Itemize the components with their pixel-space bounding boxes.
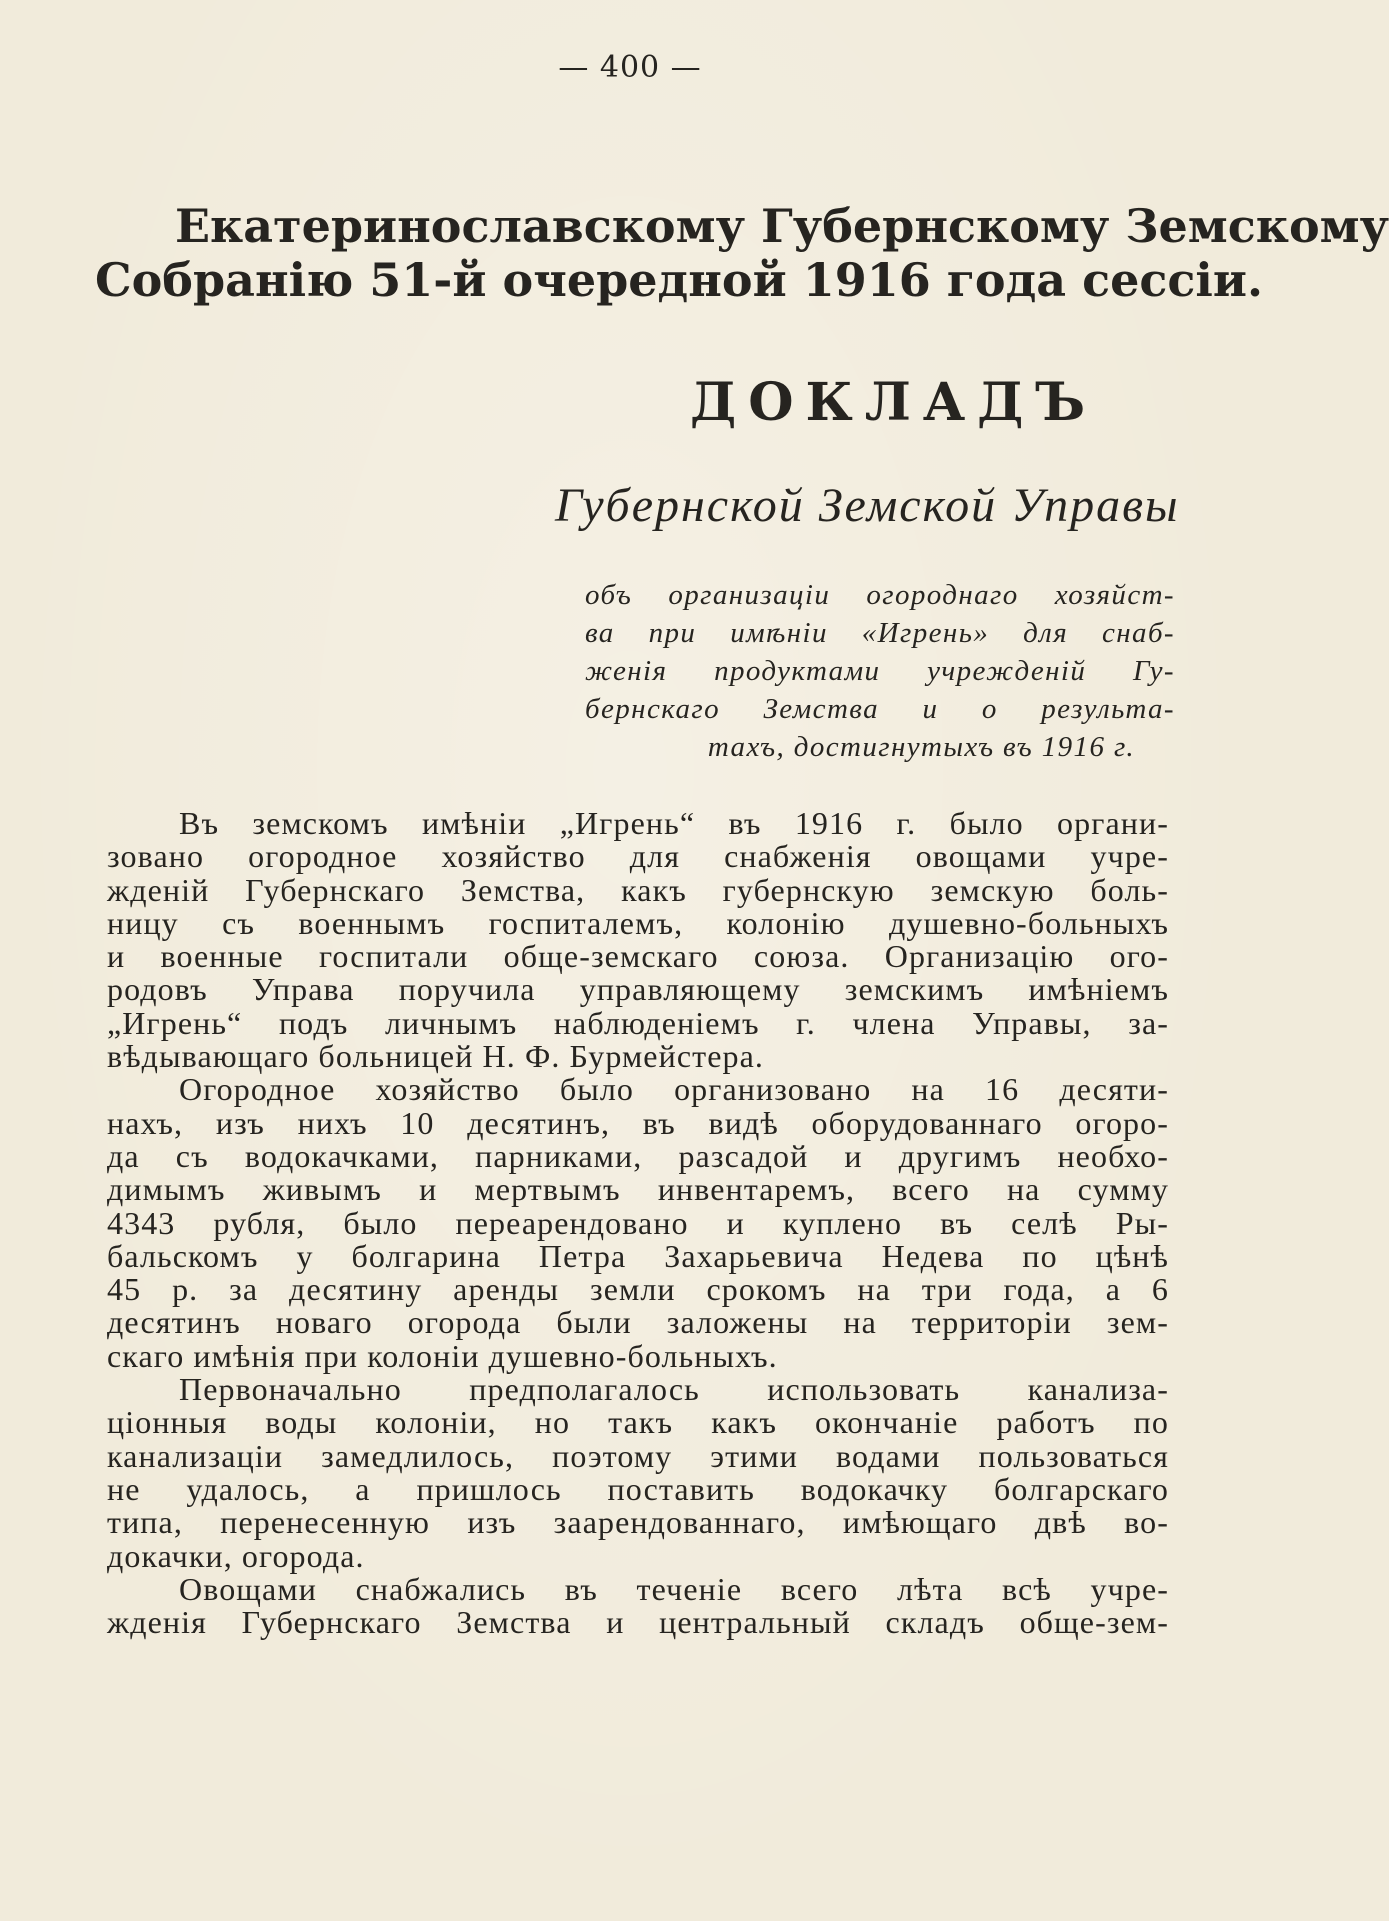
addressee-line-2: Собранію 51-й очередной 1916 года сессіи. [95, 252, 1263, 307]
body-line: канализаціи замедлилось, поэтому этими водами пользоваться [107, 1437, 1169, 1474]
body-line: родовъ Управа поручила управляющему земскимъ имѣніемъ [107, 971, 1169, 1008]
subject-line: ва при имѣніи «Игрень» для снаб- [585, 617, 1175, 649]
report-title: ДОКЛАДЪ [690, 372, 1098, 433]
body-line: и военные госпитали обще-земскаго союза. Организацію ого- [107, 938, 1169, 975]
body-line: зовано огородное хозяйство для снабженія овощами учре- [107, 838, 1169, 875]
body-line: типа, перенесенную изъ заарендованнаго, имѣющаго двѣ во- [107, 1504, 1169, 1541]
body-line: жденія Губернскаго Земства и центральный складъ обще-зем- [107, 1604, 1169, 1641]
body-line: скаго имѣнія при колоніи душевно-больныхъ. [107, 1337, 778, 1374]
body-line: жденій Губернскаго Земства, какъ губернскую земскую боль- [107, 871, 1169, 908]
body-line: Огородное хозяйство было организовано на 16 десяти- [179, 1071, 1169, 1108]
subject-line: тахъ, достигнутыхъ въ 1916 г. [707, 731, 1135, 763]
issuer-heading: Губернской Земской Управы [555, 479, 1180, 532]
subject-line: бернскаго Земства и о результа- [585, 693, 1175, 725]
body-line: Въ земскомъ имѣніи „Игрень“ въ 1916 г. было органи- [179, 805, 1169, 841]
subject-line: объ организаціи огороднаго хозяйст- [585, 579, 1175, 611]
body-line: 4343 рубля, было переарендовано и куплено въ селѣ Ры- [107, 1204, 1169, 1241]
body-line: нахъ, изъ нихъ 10 десятинъ, въ видѣ оборудованнаго огоро- [107, 1104, 1169, 1141]
report-subject [585, 576, 1175, 766]
body-line: ціонныя воды колоніи, но такъ какъ окончаніе работъ по [107, 1404, 1169, 1441]
body-line: Овощами снабжались въ теченіе всего лѣта всѣ учре- [179, 1570, 1169, 1607]
addressee-line-1: Екатеринославскому Губернскому Земскому [175, 199, 1389, 253]
page-number: — 400 — [558, 50, 702, 85]
body-line: докачки, огорода. [107, 1537, 365, 1574]
body-line: ницу съ военнымъ госпиталемъ, колонію душевно-больныхъ [107, 904, 1169, 941]
body-line: да съ водокачками, парниками, разсадой и другимъ необхо- [107, 1137, 1169, 1174]
body-line: димымъ живымъ и мертвымъ инвентаремъ, всего на сумму [107, 1171, 1169, 1208]
body-line: 45 р. за десятину аренды земли срокомъ на три года, а 6 [107, 1271, 1169, 1308]
body-text [107, 807, 1169, 1639]
body-line: „Игрень“ подъ личнымъ наблюденіемъ г. члена Управы, за- [107, 1004, 1169, 1041]
body-line: бальскомъ у болгарина Петра Захарьевича Недева по цѣнѣ [107, 1237, 1169, 1274]
body-line: Первоначально предполагалось использовать канализа- [179, 1371, 1169, 1408]
subject-line: женія продуктами учрежденій Гу- [585, 655, 1175, 687]
addressee-heading [95, 199, 1389, 308]
body-line: вѣдывающаго больницей Н. Ф. Бурмейстера. [107, 1038, 765, 1075]
body-line: десятинъ новаго огорода были заложены на территоріи зем- [107, 1304, 1169, 1341]
body-line: не удалось, а пришлось поставить водокачку болгарскаго [107, 1470, 1169, 1507]
